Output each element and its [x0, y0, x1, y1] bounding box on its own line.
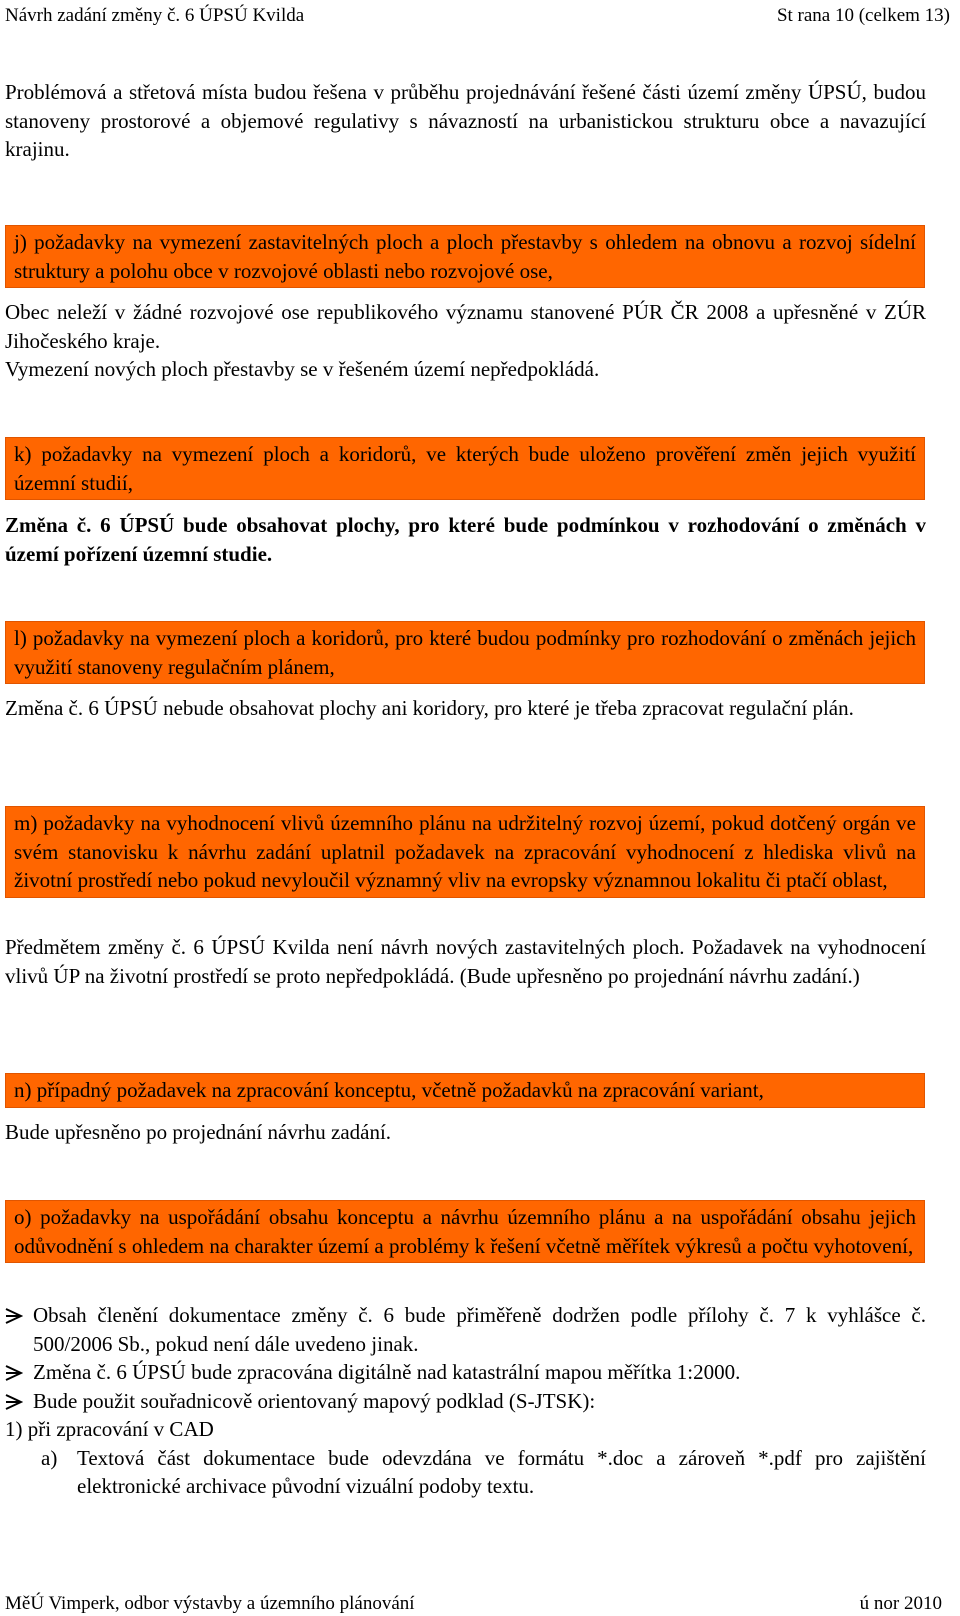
list-item-text: Změna č. 6 ÚPSÚ bude zpracována digitálně nad katastrální mapou měřítka 1:2000. — [33, 1360, 741, 1384]
list-item-text: Bude použit souřadnicově orientovaný mapový podklad (S-JTSK): — [33, 1388, 596, 1413]
section-l-text: Změna č. 6 ÚPSÚ nebude obsahovat plochy ani koridory, pro které je třeba zpracovat regulační plán. — [5, 696, 854, 720]
section-n-text: Bude upřesněno po projednání návrhu zadání. — [5, 1120, 392, 1144]
section-n-heading: n) případný požadavek na zpracování konceptu, včetně požadavků na zpracování variant, — [5, 1073, 925, 1108]
section-k-heading: k) požadavky na vymezení ploch a koridorů, ve kterých bude uloženo prověření změn jejich využití územní studií, — [5, 437, 925, 500]
footer-date: ú nor 2010 — [859, 1593, 942, 1614]
numbered-item: 1) při zpracování v CAD — [5, 1417, 214, 1441]
sub-item — [5, 1444, 926, 1501]
section-m-heading: m) požadavky na vyhodnocení vlivů územního plánu na udržitelný rozvoj území, pokud dotčený orgán ve svém stanovisku k návrhu zadání uplatnil požadavek na zpracování vyhodnocení z hlediska vlivů na životní prostředí nebo pokud nevyloučil významný vliv na evropsky významnou lokalitu či ptačí oblast, — [5, 806, 925, 898]
section-o-list — [5, 1301, 926, 1501]
section-l-heading: l) požadavky na vymezení ploch a koridorů, pro které budou podmínky pro rozhodování o změnách jejich využití stanoveny regulačním plánem, — [5, 621, 925, 684]
list-item — [5, 1301, 926, 1358]
sub-item-label: a) — [41, 1445, 58, 1470]
section-j-text-2: Vymezení nových ploch přestavby se v řešeném území nepředpokládá. — [5, 357, 600, 381]
list-item — [5, 1358, 926, 1387]
list-item — [5, 1387, 926, 1416]
section-o-heading: o) požadavky na uspořádání obsahu konceptu a návrhu územního plánu a na uspořádání obsahu jejich odůvodnění s ohledem na charakter území a problémy k řešení včetně měřítek výkresů a počtu vyhotovení, — [5, 1200, 925, 1263]
sub-item-text: Textová část dokumentace bude odevzdána ve formátu *.doc a zároveň *.pdf pro zajištění elektronické archivace původní vizuální podoby textu. — [77, 1445, 926, 1498]
section-k-text: Změna č. 6 ÚPSÚ bude obsahovat plochy, pro které bude podmínkou v rozhodování o změnách v území pořízení územní studie. — [5, 513, 926, 566]
arrow-bullet-icon — [5, 1301, 29, 1324]
intro-paragraph: Problémová a střetová místa budou řešena v průběhu projednávání řešené části území změny ÚPSÚ, budou stanoveny prostorové a objemové regulativy s návazností na urbanistickou strukturu obce a navazující krajinu. — [5, 80, 926, 161]
arrow-bullet-icon — [5, 1358, 29, 1381]
section-j-text-1: Obec neleží v žádné rozvojové ose republikového významu stanovené PÚR ČR 2008 a upřesněné v ZÚR Jihočeského kraje. — [5, 300, 926, 353]
list-item-text: Obsah členění dokumentace změny č. 6 bude přiměřeně dodržen podle přílohy č. 7 k vyhlášce č. 500/2006 Sb., pokud není dále uvedeno jinak. — [33, 1303, 926, 1356]
header-page-number: St rana 10 (celkem 13) — [776, 5, 950, 26]
page-footer — [5, 1592, 942, 1616]
section-m-text: Předmětem změny č. 6 ÚPSÚ Kvilda není návrh nových zastavitelných ploch. Požadavek na vyhodnocení vlivů ÚP na životní prostředí se proto nepředpokládá. (Bude upřesněno po projednání návrhu zadání.) — [5, 935, 926, 988]
arrow-bullet-icon — [5, 1387, 29, 1410]
footer-office: MěÚ Vimperk, odbor výstavby a územního plánování — [5, 1593, 415, 1614]
page-header — [5, 4, 950, 28]
section-j-heading: j) požadavky na vymezení zastavitelných ploch a ploch přestavby s ohledem na obnovu a rozvoj sídelní struktury a polohu obce v rozvojové oblasti nebo rozvojové ose, — [5, 225, 925, 288]
header-title: Návrh zadání změny č. 6 ÚPSÚ Kvilda — [5, 5, 305, 26]
